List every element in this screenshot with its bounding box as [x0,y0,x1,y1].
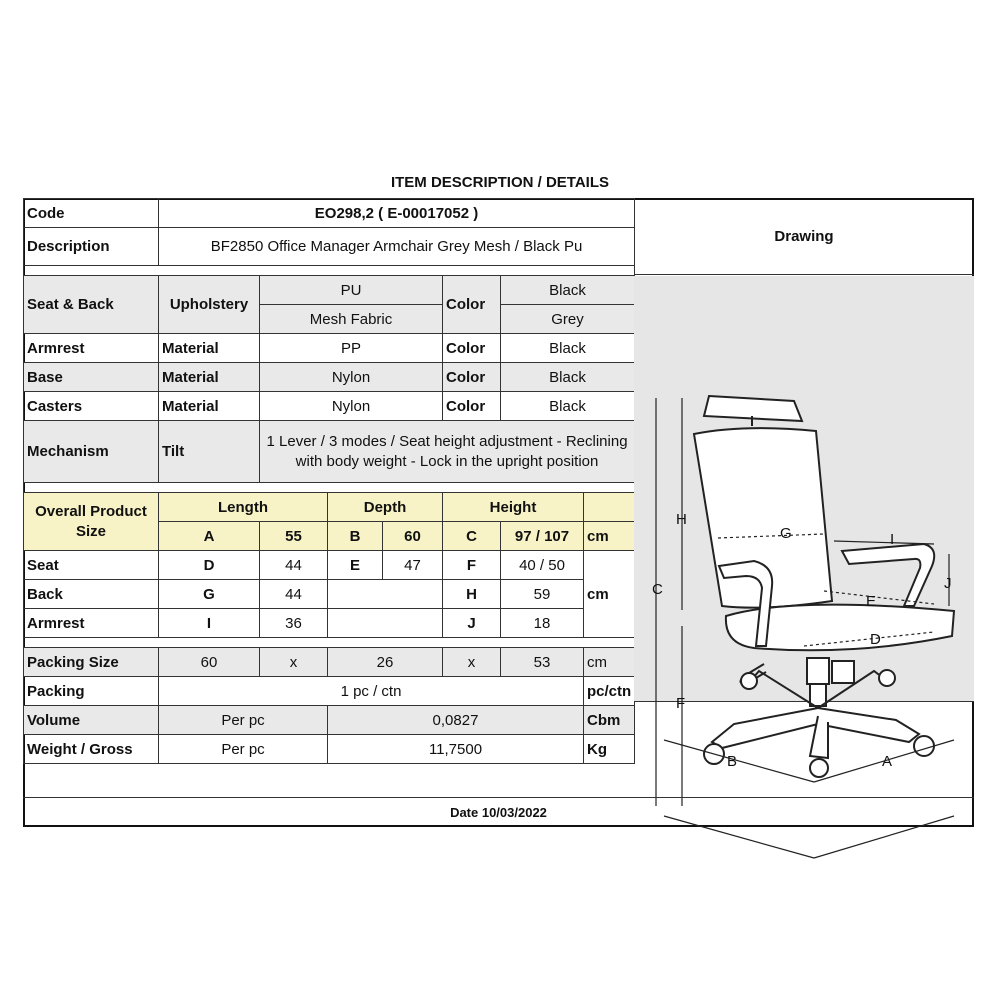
dimension-g-label: G [780,525,792,542]
dim-a-letter: A [159,522,260,551]
description-row [24,228,635,266]
code-label: Code [24,199,159,228]
dimension-c-label: C [652,581,663,598]
base-row [24,363,635,392]
dim-b-letter: B [328,522,383,551]
dim-e-letter: E [328,551,383,580]
size-head-row [24,493,635,522]
base-label: Base [24,363,159,392]
sheet-title: ITEM DESCRIPTION / DETAILS [390,174,610,191]
dimension-b-label: B [727,753,738,770]
back-size-label: Back [24,580,159,609]
base-color-label: Color [443,363,501,392]
base-material: Nylon [260,363,443,392]
seat-back-row-1 [24,276,635,305]
packing-size-row [24,648,635,677]
weight-value: 11,7500 [328,735,584,764]
dim-j-letter: J [443,609,501,638]
seat-back-color-1: Black [501,276,635,305]
overall-unit: cm [584,522,635,551]
dimension-f-label: F [676,695,686,712]
back-size-row [24,580,635,609]
packing-size-width: 26 [328,648,443,677]
seat-size-label: Seat [24,551,159,580]
date-footer: Date 10/03/2022 [23,797,974,827]
packing-size-x2: x [443,648,501,677]
right-armrest-shape [842,544,934,606]
dim-i-value: 36 [260,609,328,638]
casters-color-label: Color [443,392,501,421]
dim-h-value: 59 [501,580,584,609]
base-color: Black [501,363,635,392]
chair-illustration [634,276,974,712]
packing-unit: pc/ctn [584,677,635,706]
volume-per: Per pc [159,706,328,735]
code-value: EO298,2 ( E-00017052 ) [159,199,635,228]
packing-row [24,677,635,706]
armrest-size-row [24,609,635,638]
dimension-j-label: J [944,575,952,592]
size-label: Overall Product Size [24,493,159,551]
packing-size-label: Packing Size [24,648,159,677]
seat-back-sub: Upholstery [159,276,260,334]
volume-label: Volume [24,706,159,735]
armrest-material: PP [260,334,443,363]
armrest-color: Black [501,334,635,363]
drawing-column [634,198,974,712]
weight-unit: Kg [584,735,635,764]
packing-size-length: 60 [159,648,260,677]
dim-f-value: 40 / 50 [501,551,584,580]
dim-d-letter: D [159,551,260,580]
armrest-sub: Material [159,334,260,363]
dimension-e-label: E [866,593,877,610]
mechanism-label: Mechanism [24,421,159,483]
base-sub: Material [159,363,260,392]
chair-drawing [634,276,974,712]
casters-row [24,392,635,421]
dimension-i-label: I [890,531,895,548]
packing-size-x1: x [260,648,328,677]
armrest-size-label: Armrest [24,609,159,638]
weight-label: Weight / Gross [24,735,159,764]
dim-e-value: 47 [383,551,443,580]
length-header: Length [159,493,328,522]
volume-value: 0,0827 [328,706,584,735]
dim-c-letter: C [443,522,501,551]
dim-f-letter: F [443,551,501,580]
seat-back-label: Seat & Back [24,276,159,334]
weight-row [24,735,635,764]
dim-a-value: 55 [260,522,328,551]
depth-header: Depth [328,493,443,522]
casters-label: Casters [24,392,159,421]
dim-c-value: 97 / 107 [501,522,584,551]
packing-size-height: 53 [501,648,584,677]
seat-back-color-2: Grey [501,305,635,334]
weight-per: Per pc [159,735,328,764]
seat-back-material-1: PU [260,276,443,305]
size-unit: cm [584,551,635,638]
dim-d-value: 44 [260,551,328,580]
dimension-a-label: A [882,753,893,770]
dim-i-letter: I [159,609,260,638]
seat-back-color-label: Color [443,276,501,334]
code-row [24,199,635,228]
armrest-color-label: Color [443,334,501,363]
dim-b-value: 60 [383,522,443,551]
mechanism-row [24,421,635,483]
mechanism-value: 1 Lever / 3 modes / Seat height adjustment - Reclining with body weight - Lock in the upright position [260,421,635,483]
description-label: Description [24,228,159,266]
casters-sub: Material [159,392,260,421]
dim-h-letter: H [443,580,501,609]
dimension-d-label: D [870,631,881,648]
dimension-h-label: H [676,511,687,528]
base-dimension-labels [634,700,974,797]
armrest-label: Armrest [24,334,159,363]
volume-unit: Cbm [584,706,635,735]
packing-size-unit: cm [584,648,635,677]
description-value: BF2850 Office Manager Armchair Grey Mesh / Black Pu [159,228,635,266]
casters-color: Black [501,392,635,421]
seat-back-material-2: Mesh Fabric [260,305,443,334]
casters-material: Nylon [260,392,443,421]
dim-g-letter: G [159,580,260,609]
volume-row [24,706,635,735]
packing-label: Packing [24,677,159,706]
dim-g-value: 44 [260,580,328,609]
dim-j-value: 18 [501,609,584,638]
armrest-material-row [24,334,635,363]
mechanism-sub: Tilt [159,421,260,483]
spec-table [23,198,635,764]
packing-value: 1 pc / ctn [159,677,584,706]
dimension-i-line [834,541,934,544]
height-header: Height [443,493,584,522]
seat-size-row [24,551,635,580]
drawing-header: Drawing [634,198,974,275]
